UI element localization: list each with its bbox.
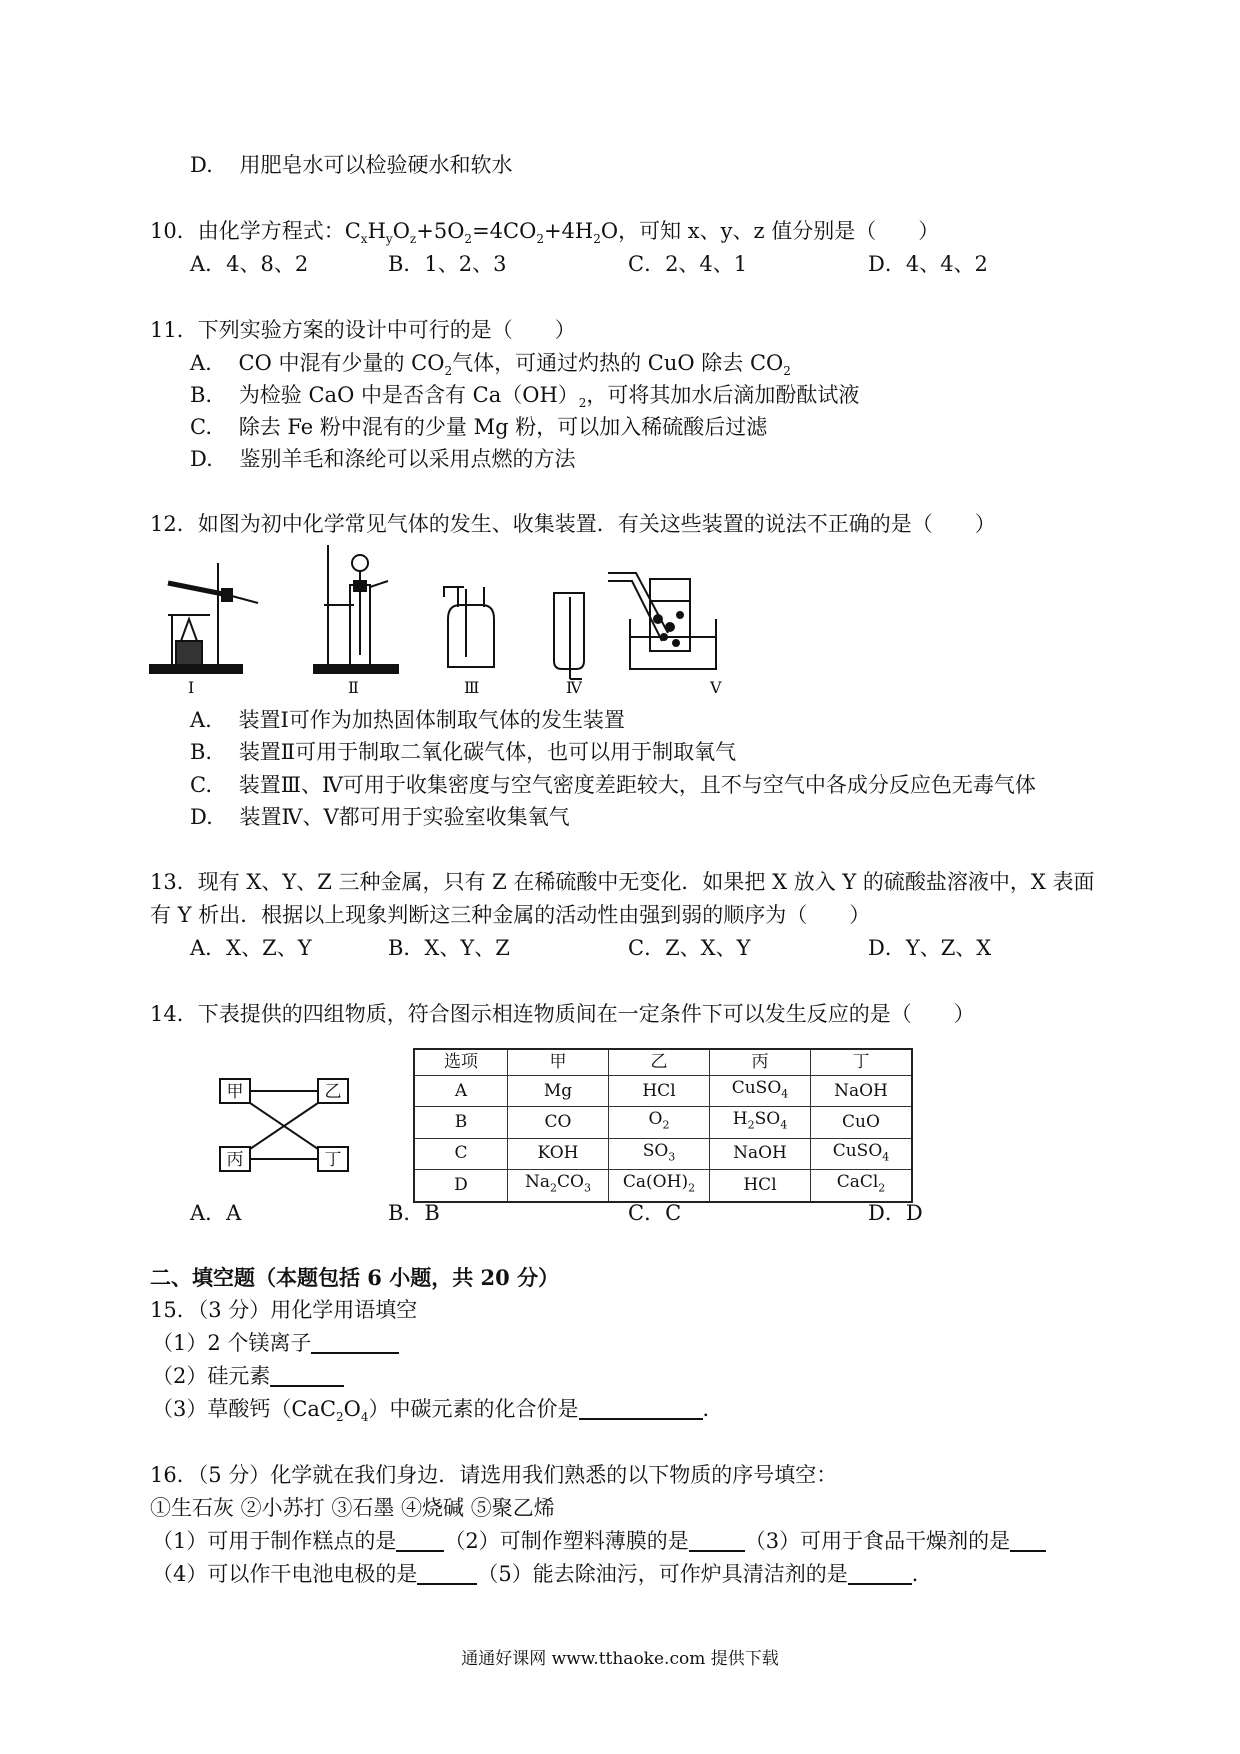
table-header-cell: 乙	[609, 1049, 710, 1076]
q10-option-b: B．1、2、3	[388, 252, 507, 276]
answer-blank[interactable]	[689, 1528, 745, 1552]
table-cell: $H_2SO_4$	[710, 1107, 811, 1138]
table-cell: $Na_2CO_3$	[508, 1170, 609, 1202]
table-header-cell: 选项	[414, 1049, 508, 1076]
table-cell: NaOH	[811, 1076, 913, 1107]
q16-materials: ①生石灰 ②小苏打 ③石墨 ④烧碱 ⑤聚乙烯	[150, 1496, 555, 1520]
box-bing: 丙	[226, 1150, 244, 1170]
table-cell: $SO_3$	[609, 1138, 710, 1169]
q10-option-c: C．2、4、1	[628, 252, 748, 276]
table-cell: Mg	[508, 1076, 609, 1107]
q15-stem: 15．（3 分）用化学用语填空	[150, 1298, 418, 1322]
apparatus-4-inverted-bottle	[554, 593, 584, 679]
q14-stem: 14．下表提供的四组物质，符合图示相连物质间在一定条件下可以发生反应的是（ ）	[150, 1002, 975, 1026]
apparatus-label-5: Ⅴ	[710, 678, 722, 695]
box-jia: 甲	[226, 1082, 244, 1102]
q15-item-3: （3）草酸钙$(CaC_2O_4)$中碳元素的化合价是 ．	[152, 1397, 724, 1425]
apparatus-label-1: Ⅰ	[188, 678, 195, 695]
q15-item-1: （1）2 个镁离子	[152, 1329, 399, 1357]
answer-blank[interactable]	[1010, 1528, 1046, 1552]
table-cell: C	[414, 1138, 508, 1169]
apparatus-2-funnel-tube	[314, 545, 398, 673]
apparatus-label-2: Ⅱ	[348, 678, 359, 695]
q16-stem: 16．（5 分）化学就在我们身边．请选用我们熟悉的以下物质的序号填空：	[150, 1463, 838, 1487]
q11-option-a: A. CO 中混有少量的 $CO_2$气体，可通过灼热的 CuO 除去 $CO_2$	[190, 351, 791, 379]
table-row	[414, 1138, 912, 1169]
box-ding: 丁	[324, 1150, 342, 1170]
table-cell: $Ca(OH)_2$	[609, 1170, 710, 1202]
apparatus-label-3: Ⅲ	[464, 678, 480, 695]
q10-stem: 10．由化学方程式：$C_xH_yO_z+5O_2=4CO_2+4H_2O$，可知 x、y、z 值分别是（ ）	[150, 219, 940, 247]
q11-option-c: C. 除去 Fe 粉中混有的少量 Mg 粉，可以加入稀硫酸后过滤	[190, 415, 768, 439]
q12-apparatus-figure	[148, 545, 778, 695]
q12-stem: 12．如图为初中化学常见气体的发生、收集装置．有关这些装置的说法不正确的是（ ）	[150, 512, 996, 536]
table-cell: HCl	[609, 1076, 710, 1107]
table-header-cell: 丙	[710, 1049, 811, 1076]
apparatus-1-heating-tube	[150, 563, 258, 673]
q13-option-a: A．X、Z、Y	[190, 936, 312, 960]
q12-option-b: B. 装置Ⅱ可用于制取二氧化碳气体，也可以用于制取氧气	[190, 740, 737, 764]
q12-option-a: A. 装置Ⅰ可作为加热固体制取气体的发生装置	[190, 708, 625, 732]
table-header-cell: 甲	[508, 1049, 609, 1076]
q15-item-2: （2）硅元素	[152, 1362, 344, 1390]
table-cell: D	[414, 1170, 508, 1202]
q13-stem-line1: 13．现有 X、Y、Z 三种金属，只有 Z 在稀硫酸中无变化．如果把 X 放入 Y 的硫酸盐溶液中，X 表面	[150, 870, 1095, 894]
answer-blank[interactable]	[270, 1363, 344, 1387]
answer-blank[interactable]	[579, 1396, 703, 1420]
q14-option-a: A．A	[190, 1201, 242, 1225]
q12-option-c: C. 装置Ⅲ、Ⅳ可用于收集密度与空气密度差距较大，且不与空气中各成分反应色无毒气体	[190, 773, 1036, 797]
answer-blank[interactable]	[396, 1528, 444, 1552]
q10-option-d: D．4、4、2	[868, 252, 988, 276]
page-footer: 通通好课网 www.tthaoke.com 提供下载	[461, 1649, 779, 1669]
table-cell: CO	[508, 1107, 609, 1138]
apparatus-label-4: Ⅳ	[566, 678, 582, 695]
table-header-row	[414, 1049, 912, 1076]
table-row	[414, 1107, 912, 1138]
q12-option-d: D. 装置Ⅳ、Ⅴ都可用于实验室收集氧气	[190, 805, 570, 829]
q16-line-1: （1）可用于制作糕点的是 （2）可制作塑料薄膜的是 （3）可用于食品干燥剂的是	[152, 1527, 1046, 1555]
table-cell: B	[414, 1107, 508, 1138]
table-row	[414, 1170, 912, 1202]
table-cell: CaCl$_2$	[811, 1170, 913, 1202]
table-cell: CuSO$_4$	[710, 1076, 811, 1107]
table-cell: KOH	[508, 1138, 609, 1169]
q13-option-b: B．X、Y、Z	[388, 936, 510, 960]
q11-option-d: D. 鉴别羊毛和涤纶可以采用点燃的方法	[190, 447, 576, 471]
table-header-cell: 丁	[811, 1049, 913, 1076]
q11-option-b: B. 为检验 CaO 中是否含有 $Ca(OH)_2$，可将其加水后滴加酚酞试液	[190, 383, 860, 411]
q10-option-a: A．4、8、2	[190, 252, 309, 276]
table-cell: $O_2$	[609, 1107, 710, 1138]
q14-option-b: B．B	[388, 1201, 440, 1225]
q16-line-2: （4）可以作干电池电极的是 （5）能去除油污，可作炉具清洁剂的是 ．	[152, 1562, 933, 1586]
answer-blank[interactable]	[848, 1561, 912, 1585]
q14-relation-diagram	[218, 1075, 352, 1175]
table-row	[414, 1076, 912, 1107]
q13-stem-line2: 有 Y 析出．根据以上现象判断这三种金属的活动性由强到弱的顺序为（ ）	[150, 903, 871, 927]
q13-option-d: D．Y、Z、X	[868, 936, 992, 960]
table-cell: CuO	[811, 1107, 913, 1138]
q14-option-d: D．D	[868, 1201, 923, 1225]
apparatus-3-gas-bottle	[444, 587, 494, 667]
table-cell: CuSO$_4$	[811, 1138, 913, 1169]
answer-blank[interactable]	[417, 1561, 477, 1585]
q9-option-d: D. 用肥皂水可以检验硬水和软水	[190, 153, 513, 177]
table-cell: NaOH	[710, 1138, 811, 1169]
answer-blank[interactable]	[311, 1330, 399, 1354]
table-cell: A	[414, 1076, 508, 1107]
q11-stem: 11．下列实验方案的设计中可行的是（ ）	[150, 318, 576, 342]
q14-option-c: C．C	[628, 1201, 682, 1225]
box-yi: 乙	[324, 1082, 342, 1102]
q13-option-c: C．Z、X、Y	[628, 936, 751, 960]
table-cell: HCl	[710, 1170, 811, 1202]
section-2-title: 二、填空题（本题包括 6 小题，共 20 分）	[150, 1265, 560, 1290]
apparatus-5-water-trough	[608, 573, 716, 669]
q14-options-table	[413, 1048, 913, 1203]
